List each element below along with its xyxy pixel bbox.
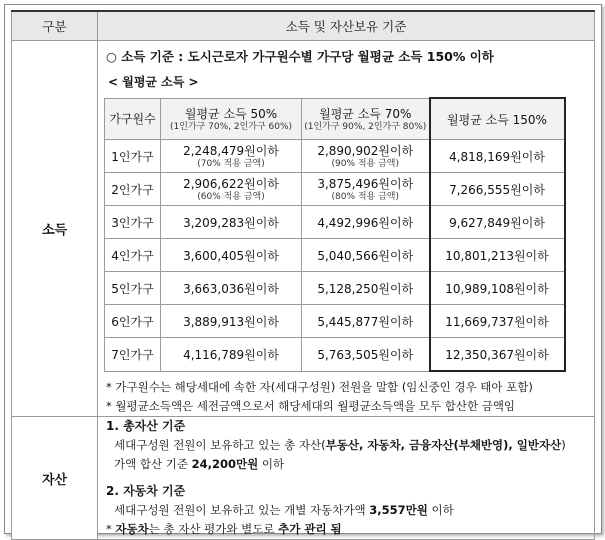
income-table (104, 97, 566, 372)
cell-size: 5인가구 (105, 272, 161, 305)
cell-p50: 3,209,283원이하 (161, 206, 302, 239)
cell-p50: 2,248,479원이하 (70% 적용 금액) (161, 140, 302, 173)
cell-p50: 2,906,622원이하 (60% 적용 금액) (161, 173, 302, 206)
table-row (105, 239, 565, 272)
criteria-table (11, 10, 595, 540)
income-content (98, 41, 595, 417)
cell-p150: 12,350,367원이하 (430, 338, 565, 372)
cell-p150: 7,266,555원이하 (430, 173, 565, 206)
income-criteria-text: 소득 기준 : 도시근로자 가구원수별 가구당 월평균 소득 150% 이하 (121, 49, 494, 64)
total-assets-line1: 세대구성원 전원이 보유하고 있는 총 자산(부동산, 자동차, 금융자산(부채반영), 일반자산) (114, 438, 566, 452)
header-income-150: 월평균 소득 150% (430, 98, 565, 140)
cell-p70: 2,890,902원이하 (90% 적용 금액) (302, 140, 430, 173)
cell-p150: 10,801,213원이하 (430, 239, 565, 272)
cell-p50: 4,116,789원이하 (161, 338, 302, 372)
income-category-label: 소득 (12, 41, 98, 417)
cell-p50: 3,663,036원이하 (161, 272, 302, 305)
assets-content (98, 417, 595, 540)
cell-p150: 4,818,169원이하 (430, 140, 565, 173)
car-note: * 자동차는 총 자산 평가와 별도로 추가 관리 됨 (106, 522, 342, 536)
header-category: 구분 (12, 11, 98, 41)
cell-size: 3인가구 (105, 206, 161, 239)
total-assets-line2: 가액 합산 기준 24,200만원 이하 (114, 457, 285, 471)
table-row (105, 173, 565, 206)
header-income-50: 월평균 소득 50% (1인가구 70%, 2인가구 60%) (161, 98, 302, 140)
table-row (105, 140, 565, 173)
header-household-size: 가구원수 (105, 98, 161, 140)
cell-p150: 9,627,849원이하 (430, 206, 565, 239)
assets-category-label: 자산 (12, 417, 98, 540)
cell-p50: 3,600,405원이하 (161, 239, 302, 272)
cell-p70: 5,128,250원이하 (302, 272, 430, 305)
cell-p70: 5,040,566원이하 (302, 239, 430, 272)
car-criteria-title: 2. 자동차 기준 (106, 484, 186, 498)
table-row (105, 206, 565, 239)
cell-p50: 3,889,913원이하 (161, 305, 302, 338)
header-income-70: 월평균 소득 70% (1인가구 90%, 2인가구 80%) (302, 98, 430, 140)
income-subtitle: < 월평균 소득 > (108, 75, 199, 89)
cell-size: 6인가구 (105, 305, 161, 338)
table-row (105, 338, 565, 372)
income-table-header (105, 98, 565, 140)
cell-p70: 4,492,996원이하 (302, 206, 430, 239)
car-criteria-line: 세대구성원 전원이 보유하고 있는 개별 자동차가액 3,557만원 이하 (114, 503, 454, 517)
cell-size: 4인가구 (105, 239, 161, 272)
table-row (105, 272, 565, 305)
total-assets-title: 1. 총자산 기준 (106, 419, 186, 433)
cell-p70: 3,875,496원이하 (80% 적용 금액) (302, 173, 430, 206)
cell-p70: 5,763,505원이하 (302, 338, 430, 372)
cell-p150: 11,669,737원이하 (430, 305, 565, 338)
cell-size: 1인가구 (105, 140, 161, 173)
table-row (105, 305, 565, 338)
cell-size: 2인가구 (105, 173, 161, 206)
circle-bullet-icon: ○ (106, 49, 117, 64)
income-note-household: * 가구원수는 해당세대에 속한 자(세대구성원) 전원을 말함 (임신중인 경우 태아 포함) (106, 380, 533, 394)
income-criteria (106, 47, 594, 65)
income-note-monthly: * 월평균소득액은 세전금액으로서 해당세대의 월평균소득액을 모두 합산한 금액임 (106, 399, 516, 413)
cell-p150: 10,989,108원이하 (430, 272, 565, 305)
cell-size: 7인가구 (105, 338, 161, 372)
cell-p70: 5,445,877원이하 (302, 305, 430, 338)
header-criteria: 소득 및 자산보유 기준 (98, 11, 595, 41)
